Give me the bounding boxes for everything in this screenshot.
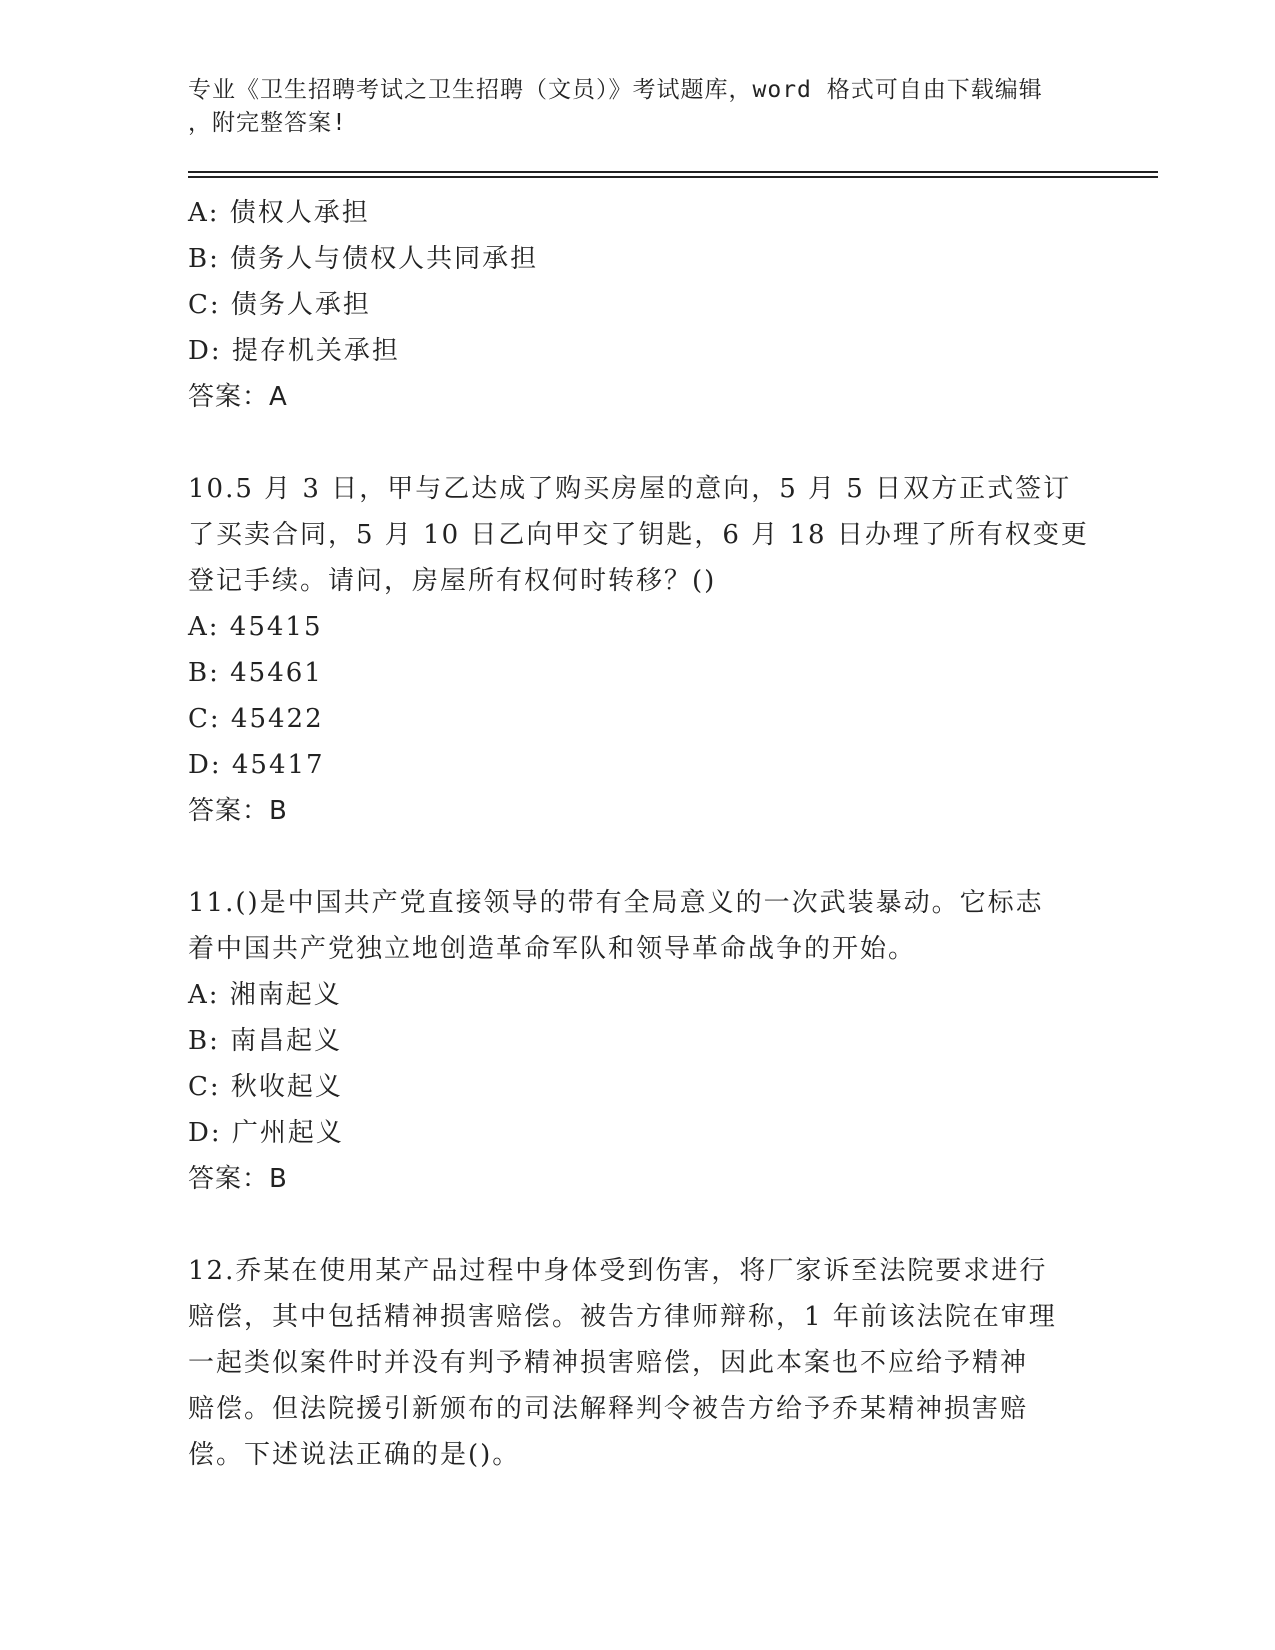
option-a: A: 45415	[188, 612, 323, 642]
option-b: B: 南昌起义	[188, 1026, 343, 1056]
option-c: C: 秋收起义	[188, 1072, 343, 1102]
answer: 答案：A	[188, 382, 288, 412]
question-text-line: 一起类似案件时并没有判予精神损害赔偿，因此本案也不应给予精神	[188, 1348, 1029, 1378]
question-10	[188, 466, 1088, 834]
option-b: B: 债务人与债权人共同承担	[188, 244, 539, 274]
option-b: B: 45461	[188, 658, 323, 688]
previous-question	[188, 190, 1088, 420]
question-11	[188, 880, 1088, 1202]
option-c: C: 45422	[188, 704, 324, 734]
header-rule-bottom	[188, 176, 1158, 178]
question-text-line: 了买卖合同，5 月 10 日乙向甲交了钥匙，6 月 18 日办理了所有权变更	[188, 520, 1089, 550]
option-a: A: 湘南起义	[188, 980, 342, 1010]
question-text-line: 偿。下述说法正确的是()。	[188, 1440, 521, 1470]
option-d: D: 广州起义	[188, 1118, 344, 1148]
header-line-1: 专业《卫生招聘考试之卫生招聘（文员）》考试题库，word 格式可自由下载编辑	[188, 77, 1043, 103]
option-d: D: 提存机关承担	[188, 336, 400, 366]
question-text-line: 11.()是中国共产党直接领导的带有全局意义的一次武装暴动。它标志	[188, 888, 1044, 918]
question-text-line: 12.乔某在使用某产品过程中身体受到伤害，将厂家诉至法院要求进行	[188, 1256, 1048, 1286]
header-line-2: ，附完整答案!	[188, 110, 347, 136]
question-text-line: 登记手续。请问，房屋所有权何时转移？()	[188, 566, 717, 596]
question-text-line: 着中国共产党独立地创造革命军队和领导革命战争的开始。	[188, 934, 917, 964]
option-c: C: 债务人承担	[188, 290, 371, 320]
header-rule-top	[188, 171, 1158, 173]
question-list	[188, 190, 1088, 1478]
option-a: A: 债权人承担	[188, 198, 370, 228]
answer: 答案：B	[188, 1164, 288, 1194]
question-text-line: 10.5 月 3 日，甲与乙达成了购买房屋的意向，5 月 5 日双方正式签订	[188, 474, 1072, 504]
question-text-line: 赔偿。但法院援引新颁布的司法解释判令被告方给予乔某精神损害赔	[188, 1394, 1029, 1424]
document-header	[188, 74, 1068, 140]
question-text-line: 赔偿，其中包括精神损害赔偿。被告方律师辩称，1 年前该法院在审理	[188, 1302, 1057, 1332]
option-d: D: 45417	[188, 750, 325, 780]
question-12	[188, 1248, 1088, 1478]
answer: 答案：B	[188, 796, 288, 826]
